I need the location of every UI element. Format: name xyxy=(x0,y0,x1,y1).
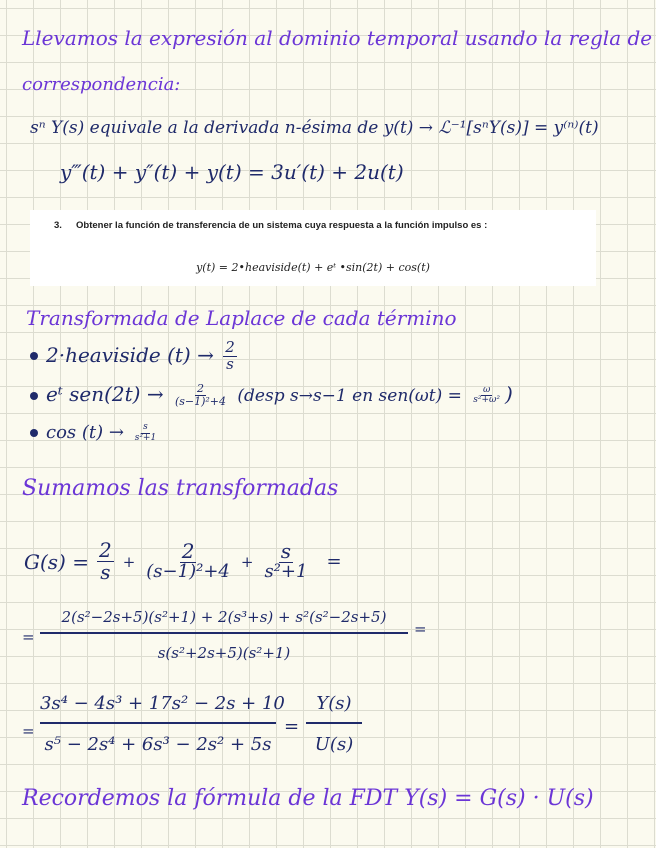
combined-denominator: s(s²+2s+5)(s²+1) xyxy=(157,644,291,662)
heaviside-term: 2·heaviside (t) → xyxy=(46,342,214,367)
bullet-exp-sine xyxy=(30,382,513,408)
cosine-fraction xyxy=(133,423,159,443)
gs-sum-expression xyxy=(24,540,342,583)
plus-sign: + xyxy=(240,552,254,571)
problem-number: 3. xyxy=(54,220,62,231)
impulse-response-equation: y(t) = 2•heaviside(t) + eᵗ •sin(2t) + cos(t) xyxy=(196,261,430,274)
fraction-numerator: s xyxy=(280,539,292,564)
sum-term-3 xyxy=(262,541,309,582)
plus-sign: + xyxy=(122,552,136,571)
differential-equation: y‴(t) + y″(t) + y(t) = 3u′(t) + 2u(t) xyxy=(60,160,404,184)
fraction-numerator: 2 xyxy=(181,539,195,564)
fraction-denominator: (s−1)²+4 xyxy=(174,395,227,408)
problem-statement xyxy=(54,220,574,233)
combined-fraction-bar xyxy=(40,632,408,634)
fraction-numerator: s xyxy=(143,422,148,433)
heaviside-fraction xyxy=(223,340,237,373)
fraction-numerator: 2 xyxy=(196,382,204,396)
fraction-numerator: 2 xyxy=(98,538,112,562)
sum-term-2 xyxy=(144,541,232,582)
output-transform: Y(s) xyxy=(316,693,352,714)
bullet-dot xyxy=(30,392,38,400)
intro-line-2: correspondencia: xyxy=(22,74,181,95)
combined-numerator: 2(s²−2s+5)(s²+1) + 2(s³+s) + s²(s²−2s+5) xyxy=(61,608,387,626)
correspondence-rule: sⁿ Y(s) equivale a la derivada n-ésima de y(t) → ℒ⁻¹[sⁿY(s)] = y⁽ⁿ⁾(t) xyxy=(30,118,599,138)
fraction-denominator: s²+1 xyxy=(264,561,308,583)
equals-sign: = xyxy=(22,722,35,740)
equals-sign: = xyxy=(326,551,342,572)
fraction-numerator: 2 xyxy=(225,338,235,356)
exp-sine-fraction xyxy=(173,383,228,407)
fraction-denominator: s²+1 xyxy=(134,432,157,443)
cosine-term: cos (t) → xyxy=(46,422,124,443)
problem-text: Obtener la función de transferencia de un sistema cuya respuesta a la función impulso es : xyxy=(76,220,488,231)
exp-sine-term: eᵗ sen(2t) → xyxy=(46,382,164,406)
equals-sign: = xyxy=(284,716,300,737)
intro-line-1: Llevamos la expresión al dominio temporal usando la regla de xyxy=(22,26,653,50)
problem-card xyxy=(30,210,596,286)
bullet-dot xyxy=(30,429,38,437)
fraction-denominator: s²+ω² xyxy=(473,395,500,405)
shift-note: (desp s→s−1 en sen(ωt) = xyxy=(237,386,462,406)
final-denominator: s⁵ − 2s⁴ + 6s³ − 2s² + 5s xyxy=(44,734,272,755)
equals-sign: = xyxy=(22,628,35,646)
sine-transform-fraction xyxy=(471,386,502,406)
transform-heading: Transformada de Laplace de cada término xyxy=(26,306,457,330)
ratio-fraction-bar xyxy=(306,722,362,724)
final-fraction-bar xyxy=(40,722,276,724)
closing-remark: Recordemos la fórmula de la FDT Y(s) = G(s) · U(s) xyxy=(22,786,594,811)
fraction-denominator: s xyxy=(226,354,234,373)
sum-heading: Sumamos las transformadas xyxy=(22,476,339,501)
gs-label: G(s) = xyxy=(24,549,89,574)
equals-sign: = xyxy=(414,620,427,638)
fraction-numerator: ω xyxy=(482,384,491,395)
fraction-denominator: s xyxy=(100,560,111,584)
final-numerator: 3s⁴ − 4s³ + 17s² − 2s + 10 xyxy=(40,693,285,714)
fraction-denominator: (s−1)²+4 xyxy=(146,561,230,583)
bullet-dot xyxy=(30,352,38,360)
input-transform: U(s) xyxy=(314,734,354,755)
sum-term-1 xyxy=(97,540,114,583)
bullet-cosine xyxy=(30,422,161,443)
bullet-heaviside xyxy=(30,340,240,373)
close-paren: ) xyxy=(504,382,513,406)
